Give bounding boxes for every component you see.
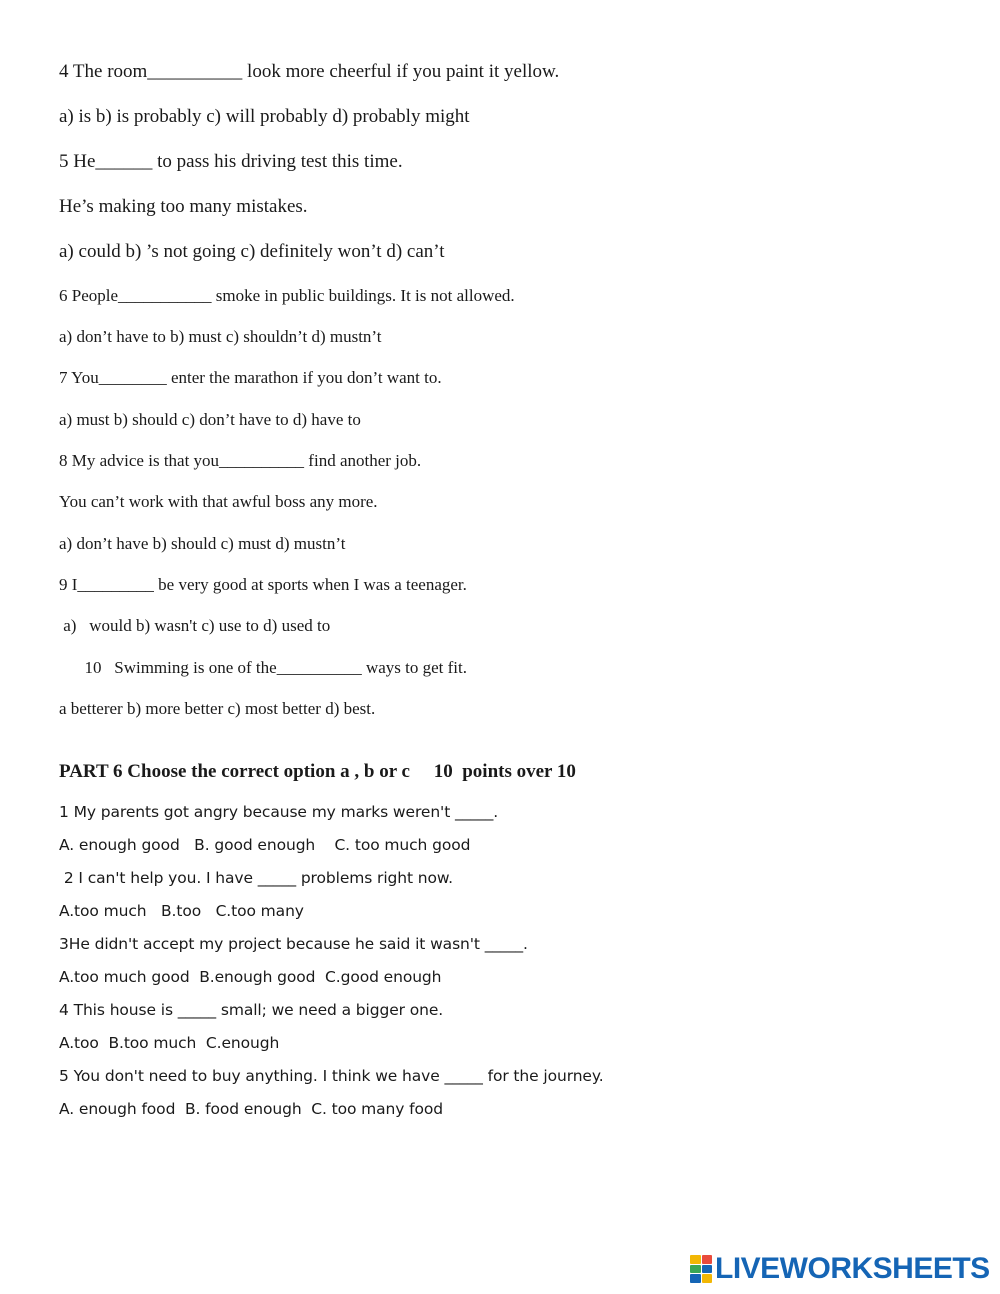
question-5-context: He’s making too many mistakes. xyxy=(59,196,308,217)
p6-question-3-options: A.too much good B.enough good C.good enough xyxy=(59,968,442,986)
p6-question-5-options: A. enough food B. food enough C. too many food xyxy=(59,1100,444,1118)
p6-question-3-text: 3He didn't accept my project because he said it wasn't _____. xyxy=(59,935,528,953)
p6-question-1-options: A. enough good B. good enough C. too much good xyxy=(59,836,471,854)
p6-question-4-options: A.too B.too much C.enough xyxy=(59,1034,280,1052)
liveworksheets-wordmark: LIVEWORKSHEETS xyxy=(715,1252,990,1285)
question-10-text: 10 Swimming is one of the__________ ways to get fit. xyxy=(59,658,467,677)
part6-heading: PART 6 Choose the correct option a , b or c 10 points over 10 xyxy=(59,761,576,782)
p6-question-2-text: 2 I can't help you. I have _____ problems right now. xyxy=(59,869,453,887)
question-10-options: a betterer b) more better c) most better d) best. xyxy=(59,699,376,718)
question-7-text: 7 You________ enter the marathon if you don’t want to. xyxy=(59,368,442,387)
question-9-options: a) would b) wasn't c) use to d) used to xyxy=(59,616,331,635)
liveworksheets-logo xyxy=(690,1254,990,1284)
question-8-context: You can’t work with that awful boss any more. xyxy=(59,492,378,511)
p6-question-2-options: A.too much B.too C.too many xyxy=(59,902,304,920)
question-4-options: a) is b) is probably c) will probably d) probably might xyxy=(59,106,470,127)
p6-question-5-text: 5 You don't need to buy anything. I think we have _____ for the journey. xyxy=(59,1067,604,1085)
question-8-text: 8 My advice is that you__________ find another job. xyxy=(59,451,422,470)
liveworksheets-logo-icon xyxy=(690,1255,712,1283)
question-5-options: a) could b) ’s not going c) definitely won’t d) can’t xyxy=(59,241,445,262)
question-6-options: a) don’t have to b) must c) shouldn’t d) mustn’t xyxy=(59,327,382,346)
question-9-text: 9 I_________ be very good at sports when I was a teenager. xyxy=(59,575,467,594)
p6-question-4-text: 4 This house is _____ small; we need a bigger one. xyxy=(59,1001,444,1019)
question-5-text: 5 He______ to pass his driving test this time. xyxy=(59,151,403,172)
question-8-options: a) don’t have b) should c) must d) mustn’t xyxy=(59,534,346,553)
question-7-options: a) must b) should c) don’t have to d) have to xyxy=(59,410,361,429)
question-6-text: 6 People___________ smoke in public buildings. It is not allowed. xyxy=(59,286,515,305)
question-4-text: 4 The room__________ look more cheerful if you paint it yellow. xyxy=(59,61,560,82)
p6-question-1-text: 1 My parents got angry because my marks weren't _____. xyxy=(59,803,499,821)
